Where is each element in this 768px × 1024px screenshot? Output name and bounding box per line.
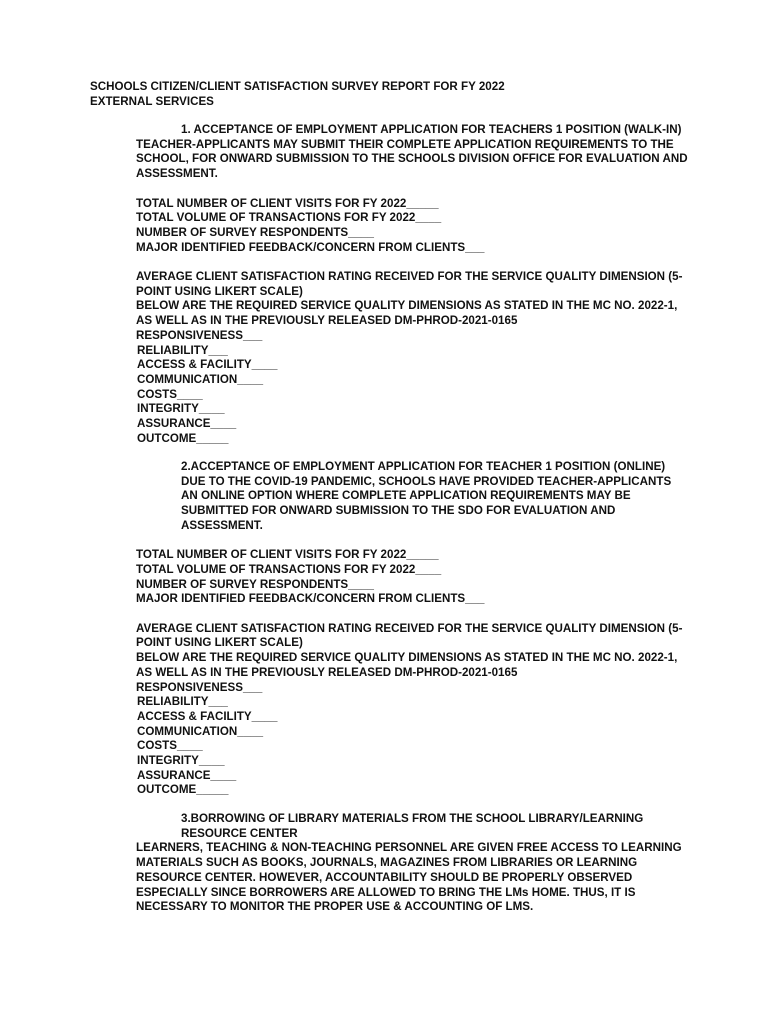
report-header — [90, 80, 730, 109]
section-1 — [136, 123, 696, 446]
dimension-item: COMMUNICATION____ — [137, 372, 264, 386]
section-1-description: TEACHER-APPLICANTS MAY SUBMIT THEIR COMPLETE APPLICATION REQUIREMENTS TO THE SCHOOL, FOR ONWARD SUBMISSION TO THE SCHOOLS DIVISION OFFICE FOR EVALUATION AND ASSESSMENT. — [136, 137, 688, 181]
section-1-heading: 1. ACCEPTANCE OF EMPLOYMENT APPLICATION FOR TEACHERS 1 POSITION (WALK-IN) — [181, 123, 682, 136]
section-2-heading-line: AN ONLINE OPTION WHERE COMPLETE APPLICATION REQUIREMENTS MAY BE — [181, 489, 631, 503]
section-3-description: LEARNERS, TEACHING & NON-TEACHING PERSONNEL ARE GIVEN FREE ACCESS TO LEARNING MATERIALS SUCH AS BOOKS, JOURNALS, MAGAZINES FROM LIBRARIES OR LEARNING RESOURCE CENTER. HOWEVER, ACCOUNTABILITY SHOULD BE PROPERLY OBSERVED ESPECIALLY SINCE BORROWERS ARE ALLOWED TO BRING THE LMs HOME. THUS, IT IS NECESSARY TO MONITOR THE PROPER USE & ACCOUNTING OF LMS. — [136, 841, 682, 914]
dimension-item: RESPONSIVENESS___ — [136, 680, 263, 694]
stat-feedback: MAJOR IDENTIFIED FEEDBACK/CONCERN FROM CLIENTS___ — [136, 592, 485, 606]
section-2-dimensions — [136, 681, 696, 799]
section-2-heading-line: DUE TO THE COVID-19 PANDEMIC, SCHOOLS HAVE PROVIDED TEACHER-APPLICANTS — [181, 474, 672, 488]
stat-transactions: TOTAL VOLUME OF TRANSACTIONS FOR FY 2022____ — [136, 211, 442, 225]
dimension-item: OUTCOME_____ — [137, 431, 229, 445]
report-title: SCHOOLS CITIZEN/CLIENT SATISFACTION SURVEY REPORT FOR FY 2022 — [90, 80, 505, 93]
dimension-item: ASSURANCE____ — [137, 417, 237, 431]
dimension-item: RELIABILITY___ — [137, 343, 228, 357]
section-2-stats — [136, 548, 696, 607]
section-1-rating-intro: AVERAGE CLIENT SATISFACTION RATING RECEIVED FOR THE SERVICE QUALITY DIMENSION (5-POINT USING LIKERT SCALE) — [136, 270, 683, 298]
section-2-heading-line: SUBMITTED FOR ONWARD SUBMISSION TO THE SDO FOR EVALUATION AND — [181, 504, 616, 518]
dimension-item: ACCESS & FACILITY____ — [137, 358, 278, 372]
dimension-item: ASSURANCE____ — [137, 768, 237, 782]
dimension-item: RELIABILITY___ — [137, 695, 228, 709]
stat-transactions: TOTAL VOLUME OF TRANSACTIONS FOR FY 2022____ — [136, 562, 442, 576]
stat-feedback: MAJOR IDENTIFIED FEEDBACK/CONCERN FROM CLIENTS___ — [136, 240, 485, 254]
dimension-item: INTEGRITY____ — [137, 754, 225, 768]
section-2-heading — [181, 460, 696, 534]
stat-client-visits: TOTAL NUMBER OF CLIENT VISITS FOR FY 2022_____ — [136, 196, 439, 210]
section-1-stats — [136, 197, 696, 256]
section-2-rating-note: BELOW ARE THE REQUIRED SERVICE QUALITY DIMENSIONS AS STATED IN THE MC NO. 2022-1, AS WELL AS IN THE PREVIOUSLY RELEASED DM-PHROD-2021-0165 — [136, 651, 678, 679]
dimension-item: COSTS____ — [137, 739, 203, 753]
section-1-dimensions — [136, 329, 696, 447]
report-subtitle: EXTERNAL SERVICES — [90, 94, 214, 108]
section-2-heading-line: 2.ACCEPTANCE OF EMPLOYMENT APPLICATION FOR TEACHER 1 POSITION (ONLINE) — [181, 460, 666, 473]
section-3-heading-line: RESOURCE CENTER — [181, 826, 298, 840]
dimension-item: RESPONSIVENESS___ — [136, 328, 263, 342]
dimension-item: INTEGRITY____ — [137, 402, 225, 416]
section-3-heading-line: 3.BORROWING OF LIBRARY MATERIALS FROM THE SCHOOL LIBRARY/LEARNING — [181, 812, 644, 825]
dimension-item: ACCESS & FACILITY____ — [137, 709, 278, 723]
dimension-item: COSTS____ — [137, 387, 203, 401]
section-2-heading-line: ASSESSMENT. — [181, 518, 263, 532]
section-2 — [136, 460, 696, 798]
dimension-item: COMMUNICATION____ — [137, 724, 264, 738]
section-3-heading — [181, 812, 696, 841]
stat-respondents: NUMBER OF SURVEY RESPONDENTS____ — [136, 577, 374, 591]
stat-client-visits: TOTAL NUMBER OF CLIENT VISITS FOR FY 2022_____ — [136, 548, 439, 562]
section-1-rating-note: BELOW ARE THE REQUIRED SERVICE QUALITY DIMENSIONS AS STATED IN THE MC NO. 2022-1, AS WELL AS IN THE PREVIOUSLY RELEASED DM-PHROD-2021-0165 — [136, 299, 678, 328]
section-3 — [136, 812, 696, 915]
stat-respondents: NUMBER OF SURVEY RESPONDENTS____ — [136, 225, 374, 239]
dimension-item: OUTCOME_____ — [137, 783, 229, 797]
section-2-rating-intro: AVERAGE CLIENT SATISFACTION RATING RECEIVED FOR THE SERVICE QUALITY DIMENSION (5-POINT USING LIKERT SCALE) — [136, 621, 683, 650]
